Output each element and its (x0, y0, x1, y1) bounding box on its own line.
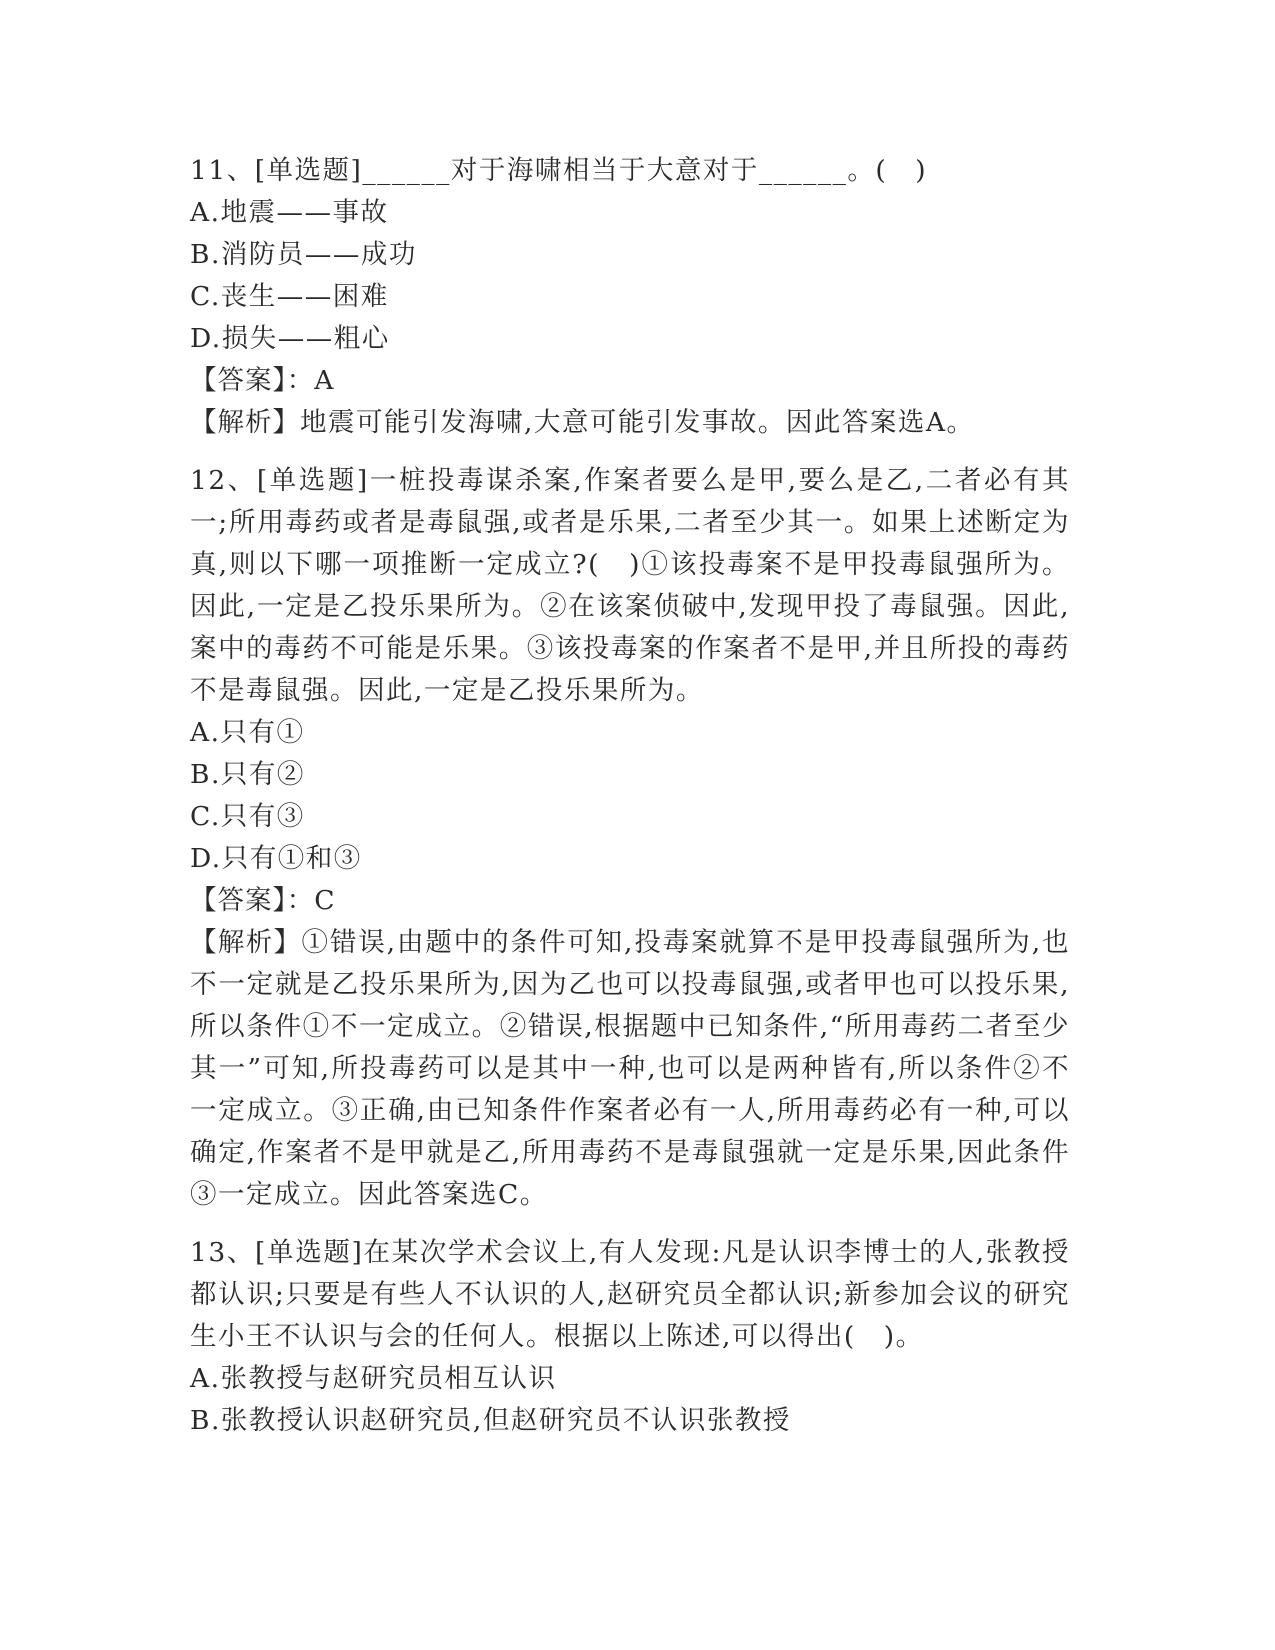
option-b: B.张教授认识赵研究员,但赵研究员不认识张教授 (190, 1405, 791, 1436)
answer-value: A (314, 365, 335, 396)
answer-line (190, 880, 1070, 922)
analysis-text: ①错误,由题中的条件可知,投毒案就算不是甲投毒鼠强所为,也不一定就是乙投乐果所为,因为乙也可以投毒鼠强,或者甲也可以投乐果,所以条件①不一定成立。②错误,根据题中已知条件,“所用毒药二者至少其一”可知,所投毒药可以是其中一种,也可以是两种皆有,所以条件②不一定成立。③正确,由已知条件作案者必有一人,所用毒药必有一种,可以确定,作案者不是甲就是乙,所用毒药不是毒鼠强就一定是乐果,因此条件③一定成立。因此答案选C。 (190, 927, 1070, 1210)
analysis-line (190, 402, 1070, 444)
option-a: A.张教授与赵研究员相互认识 (190, 1363, 557, 1394)
option-d: D.损失——粗心 (190, 323, 390, 354)
option-b: B.只有② (190, 759, 305, 790)
option-c: C.只有③ (190, 801, 305, 832)
answer-label: 【答案】： (190, 365, 315, 396)
option-c: C.丧生——困难 (190, 281, 389, 312)
question-stem: 13、[单选题]在某次学术会议上,有人发现:凡是认识李博士的人,张教授都认识;只要是有些人不认识的人,赵研究员全都认识;新参加会议的研究生小王不认识与会的任何人。根据以上陈述,可以得出( )。 (190, 1237, 1070, 1352)
option-a: A.地震——事故 (190, 197, 389, 228)
question-stem: 11、[单选题]______对于海啸相当于大意对于______。( ) (190, 155, 928, 186)
question-13 (190, 1232, 1070, 1442)
analysis-text: 地震可能引发海啸,大意可能引发事故。因此答案选A。 (300, 407, 975, 438)
answer-line (190, 360, 1070, 402)
question-12 (190, 460, 1070, 1216)
option-d: D.只有①和③ (190, 843, 362, 874)
analysis-label: 【解析】 (190, 927, 302, 958)
question-list (190, 150, 1070, 1458)
question-11 (190, 150, 1070, 444)
analysis-line (190, 922, 1070, 1216)
analysis-label: 【解析】 (190, 407, 300, 438)
answer-value: C (314, 885, 337, 916)
option-b: B.消防员——成功 (190, 239, 417, 270)
answer-label: 【答案】： (190, 885, 315, 916)
question-stem: 12、[单选题]一桩投毒谋杀案,作案者要么是甲,要么是乙,二者必有其一;所用毒药或者是毒鼠强,或者是乐果,二者至少其一。如果上述断定为真,则以下哪一项推断一定成立?( )①该投毒案不是甲投毒鼠强所为。因此,一定是乙投乐果所为。②在该案侦破中,发现甲投了毒鼠强。因此,案中的毒药不可能是乐果。③该投毒案的作案者不是甲,并且所投的毒药不是毒鼠强。因此,一定是乙投乐果所为。 (190, 465, 1070, 706)
option-a: A.只有① (190, 717, 305, 748)
